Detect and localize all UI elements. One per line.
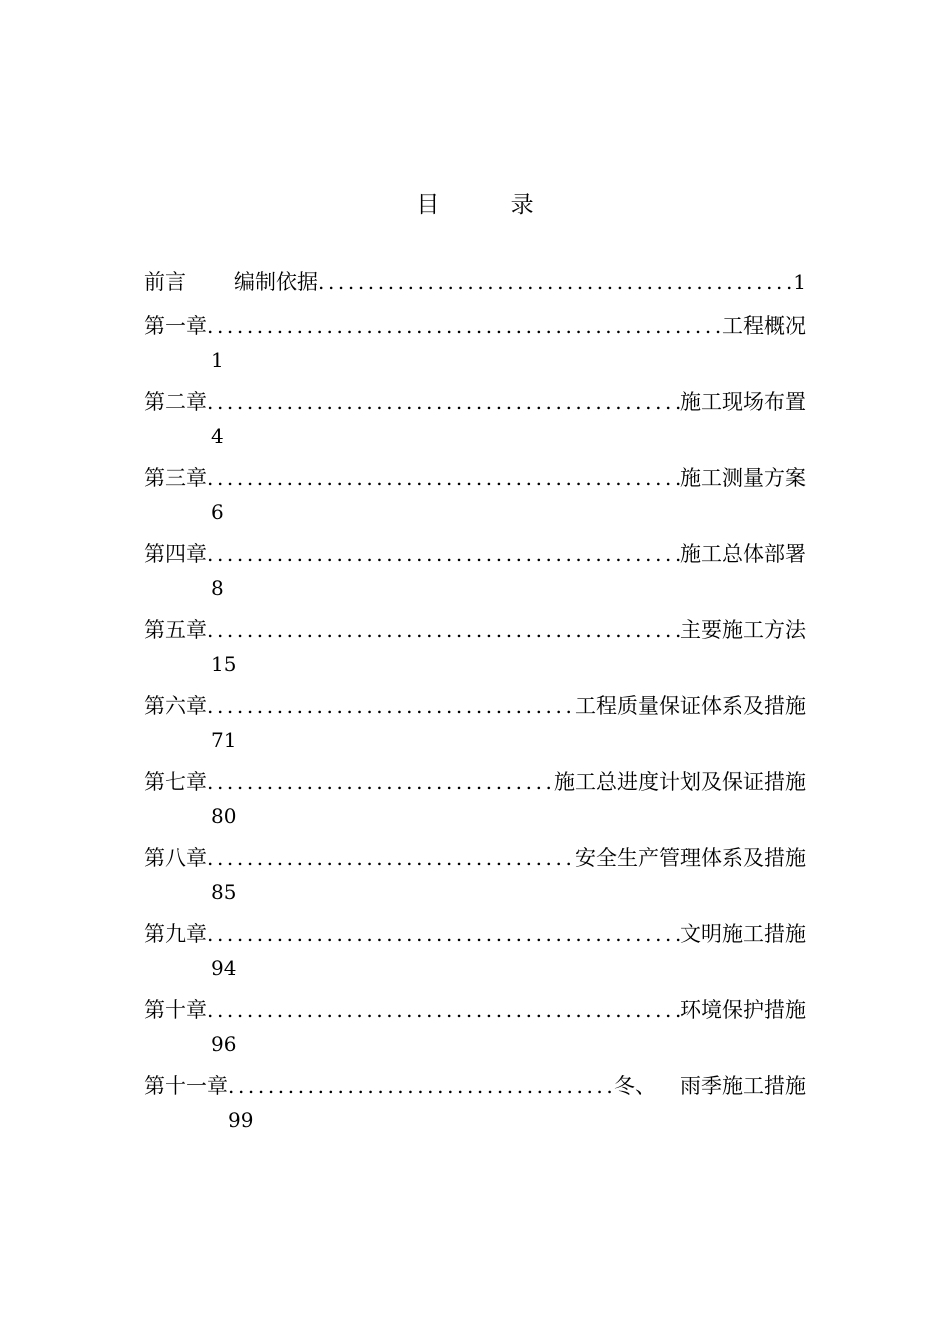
toc-entry-page: 1 — [793, 270, 806, 294]
toc-entry-chapter-5[interactable] — [144, 610, 806, 678]
toc-entry-label: 第三章 — [144, 466, 207, 490]
toc-entry-page: 94 — [211, 956, 237, 980]
toc-entry-chapter-3[interactable] — [144, 458, 806, 526]
toc-entry-page: 15 — [211, 652, 237, 676]
dot-leader — [207, 534, 680, 574]
toc-entry-chapter-2[interactable] — [144, 382, 806, 450]
toc-entry-title: 施工测量方案 — [680, 466, 806, 490]
toc-entry-title-part-1: 冬、 — [614, 1074, 656, 1098]
toc-entry-label: 第六章 — [144, 694, 207, 718]
toc-entry-chapter-4[interactable] — [144, 534, 806, 602]
dot-leader — [207, 610, 680, 650]
toc-entry-label: 第二章 — [144, 390, 207, 414]
toc-entry-page: 8 — [211, 576, 224, 600]
toc-title: 目 录 — [416, 192, 566, 218]
dot-leader — [228, 1066, 614, 1106]
toc-entry-title: 编制依据 — [234, 270, 318, 294]
toc-entry-chapter-9[interactable] — [144, 914, 806, 982]
toc-entry-title-part-2: 雨季施工措施 — [680, 1074, 806, 1098]
toc-entry-label: 第九章 — [144, 922, 207, 946]
toc-entry-page: 71 — [211, 728, 237, 752]
toc-entry-title: 施工总进度计划及保证措施 — [554, 770, 806, 794]
dot-leader — [207, 914, 680, 954]
toc-entry-chapter-10[interactable] — [144, 990, 806, 1058]
dot-leader — [207, 382, 680, 422]
toc-entry-preface[interactable] — [144, 262, 806, 302]
toc-entry-label: 前言 — [144, 270, 186, 294]
dot-leader — [207, 306, 722, 346]
toc-entry-chapter-1[interactable] — [144, 306, 806, 374]
toc-entry-title: 环境保护措施 — [680, 998, 806, 1022]
toc-entry-chapter-8[interactable] — [144, 838, 806, 906]
toc-entry-label: 第一章 — [144, 314, 207, 338]
dot-leader — [207, 686, 575, 726]
toc-entry-label: 第十一章 — [144, 1074, 228, 1098]
toc-entry-label: 第五章 — [144, 618, 207, 642]
dot-leader — [207, 458, 680, 498]
toc-entry-title: 安全生产管理体系及措施 — [575, 846, 806, 870]
toc-entry-chapter-11[interactable] — [144, 1066, 806, 1134]
toc-entry-title: 工程概况 — [722, 314, 806, 338]
toc-entry-title: 施工总体部署 — [680, 542, 806, 566]
toc-entry-chapter-6[interactable] — [144, 686, 806, 754]
toc-entry-chapter-7[interactable] — [144, 762, 806, 830]
toc-entry-page: 85 — [211, 880, 237, 904]
dot-leader — [318, 262, 793, 302]
dot-leader — [207, 838, 575, 878]
toc-entry-page: 6 — [211, 500, 224, 524]
toc-entry-label: 第七章 — [144, 770, 207, 794]
toc-entry-title: 工程质量保证体系及措施 — [575, 694, 806, 718]
toc-entry-page: 1 — [211, 348, 224, 372]
toc-entry-label: 第四章 — [144, 542, 207, 566]
toc-entry-title: 文明施工措施 — [680, 922, 806, 946]
toc-entry-page: 4 — [211, 424, 224, 448]
dot-leader — [207, 990, 680, 1030]
toc-entry-label: 第十章 — [144, 998, 207, 1022]
dot-leader — [207, 762, 554, 802]
toc-entry-title: 施工现场布置 — [680, 390, 806, 414]
toc-entry-title: 主要施工方法 — [680, 618, 806, 642]
toc-entry-page: 80 — [211, 804, 237, 828]
toc-entry-page: 99 — [228, 1108, 254, 1132]
toc-entry-page: 96 — [211, 1032, 237, 1056]
toc-entry-label: 第八章 — [144, 846, 207, 870]
table-of-contents — [144, 262, 806, 1142]
